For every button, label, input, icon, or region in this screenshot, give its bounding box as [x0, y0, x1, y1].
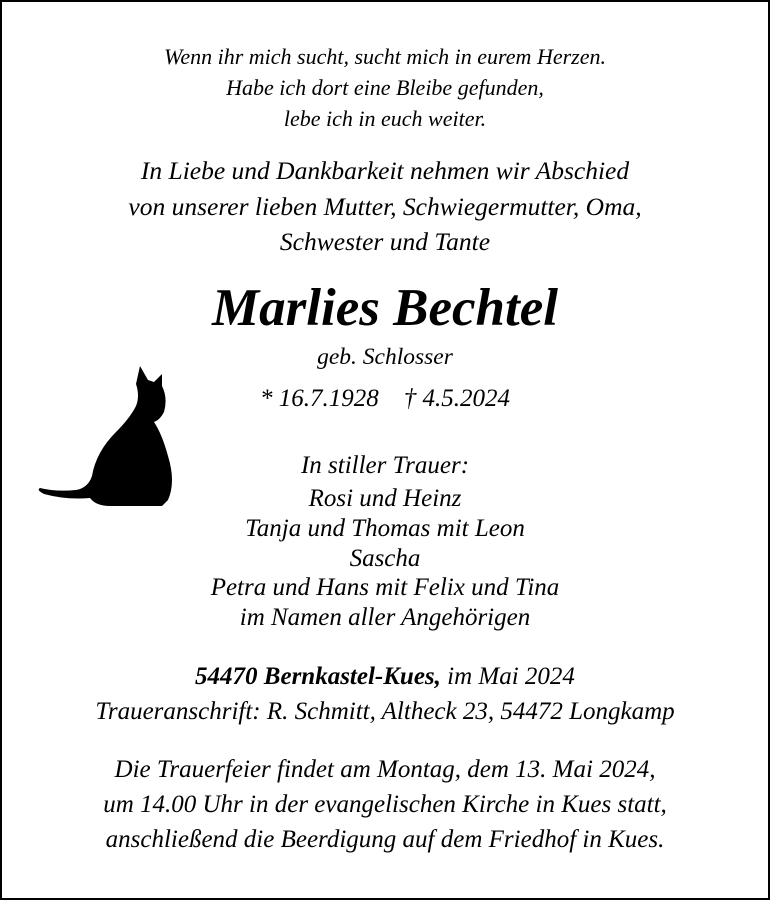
deceased-name: Marlies Bechtel — [212, 279, 558, 337]
verse-line-3: lebe ich in euch weiter. — [283, 106, 487, 131]
mourners-heading: In stiller Trauer: — [300, 452, 470, 479]
mourner-line-2: Tanja und Thomas mit Leon — [245, 515, 525, 542]
verse-line-1: Wenn ihr mich sucht, sucht mich in eurem Herzen. — [164, 44, 606, 69]
intro-line-1: In Liebe und Dankbarkeit nehmen wir Abschied — [140, 156, 630, 185]
mourner-line-3: Sascha — [349, 545, 421, 572]
place-city: 54470 Bernkastel-Kues, — [195, 663, 441, 690]
funeral-line-3: anschließend die Beerdigung auf dem Friedhof in Kues. — [105, 826, 665, 853]
intro-line-2: von unserer lieben Mutter, Schwiegermutter, Oma, — [128, 192, 642, 221]
life-dates: * 16.7.1928 † 4.5.2024 — [260, 385, 510, 412]
place-month: im Mai 2024 — [440, 663, 575, 690]
intro-line-3: Schwester und Tante — [279, 227, 491, 256]
mourning-address: Traueranschrift: R. Schmitt, Altheck 23, 54472 Longkamp — [95, 698, 675, 725]
birth-name: geb. Schlosser — [317, 344, 453, 370]
place-date — [0, 663, 770, 691]
mourner-line-1: Rosi und Heinz — [308, 485, 462, 512]
mourner-line-5: im Namen aller Angehörigen — [239, 604, 531, 631]
verse-line-2: Habe ich dort eine Bleibe gefunden, — [226, 75, 544, 100]
mourner-line-4: Petra und Hans mit Felix und Tina — [210, 574, 560, 601]
funeral-line-2: um 14.00 Uhr in der evangelischen Kirche in Kues statt, — [103, 791, 667, 818]
funeral-line-1: Die Trauerfeier findet am Montag, dem 13. Mai 2024, — [114, 756, 656, 783]
